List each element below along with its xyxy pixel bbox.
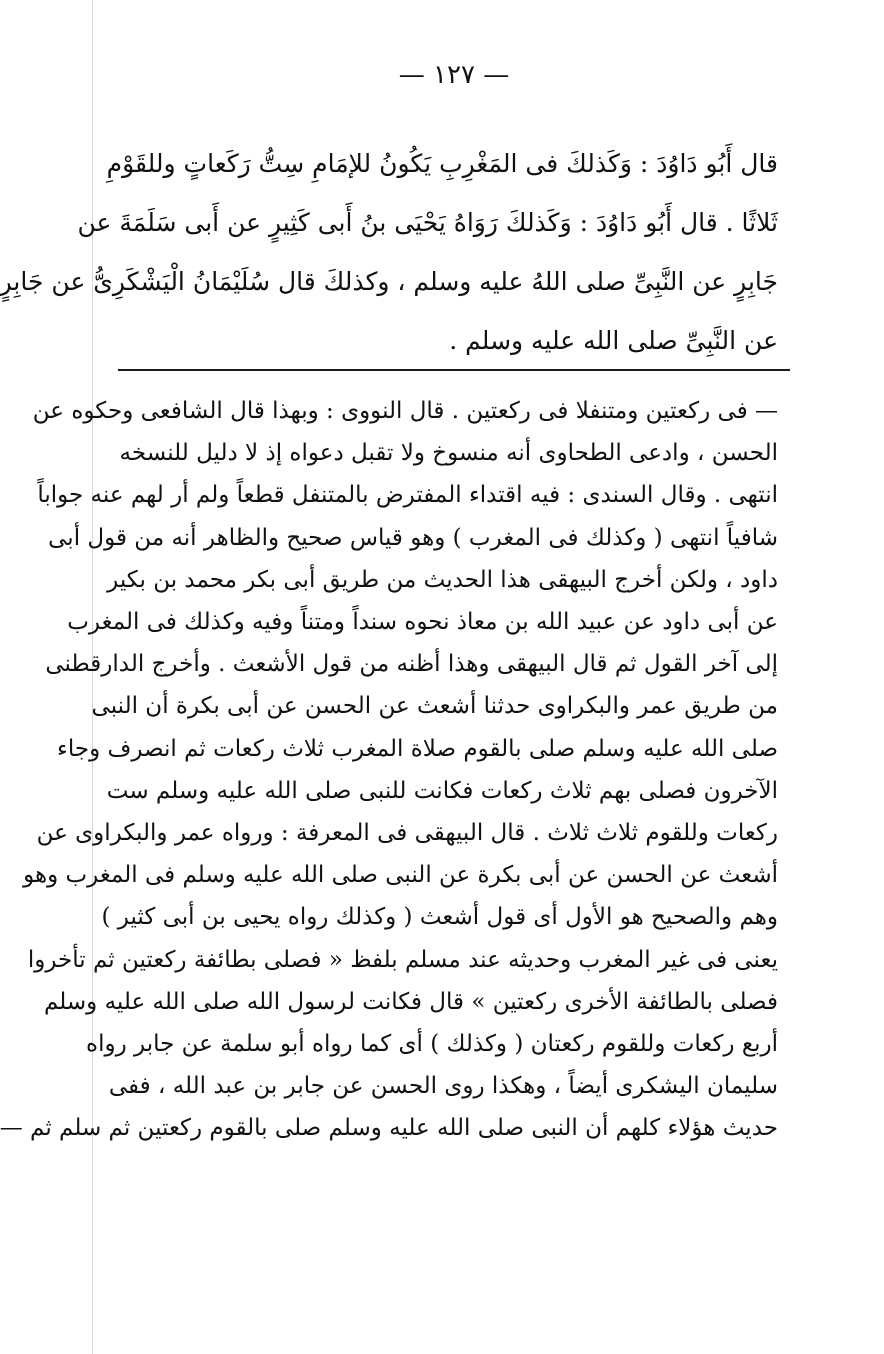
hadith-line: قال أَبُو دَاوُدَ : وَكَذلكَ فى المَغْرِبِ يَكُونُ للإمَامِ سِتُّ رَكَعاتٍ وللقَوْمِ	[106, 149, 778, 178]
hadith-line: ثَلاثًا . قال أَبُو دَاوُدَ : وَكَذلكَ رَوَاهُ يَحْيَى بنُ أَبى كَثِيرٍ عن أَبى سَلَمَةَ عن	[77, 208, 778, 237]
hadith-line: جَابِرٍ عن النَّبِىِّ صلى اللهُ عليه وسلم ، وكذلكَ قال سُلَيْمَانُ الْيَشْكَرِىُّ عن جَابِرٍ	[0, 267, 778, 296]
commentary-line: من طريق عمر والبكراوى حدثنا أشعث عن الحسن عن أبى بكرة أن النبى	[91, 693, 778, 720]
commentary-line: الآخرون فصلى بهم ثلاث ركعات فكانت للنبى صلى الله عليه وسلم ست	[106, 777, 778, 804]
commentary-line: يعنى فى غير المغرب وحديثه عند مسلم بلفظ « فصلى بطائفة ركعتين ثم تأخروا	[27, 946, 778, 973]
commentary-line: شافياً انتهى ( وكذلك فى المغرب ) وهو قياس صحيح والظاهر أنه من قول أبى	[48, 524, 778, 551]
commentary-line: — فى ركعتين ومتنفلا فى ركعتين . قال النووى : وبهذا قال الشافعى وحكوه عن	[32, 398, 778, 424]
commentary-line: فصلى بالطائفة الأخرى ركعتين » قال فكانت لرسول الله صلى الله عليه وسلم	[43, 988, 778, 1015]
commentary-text	[0, 390, 778, 1150]
commentary-line: حديث هؤلاء كلهم أن النبى صلى الله عليه وسلم صلى بالقوم ركعتين ثم سلم ثم —	[0, 1115, 778, 1142]
commentary-line: أشعث عن الحسن عن أبى بكرة عن النبى صلى الله عليه وسلم فى المغرب وهو	[23, 862, 778, 889]
commentary-line: صلى الله عليه وسلم صلى بالقوم صلاة المغرب ثلاث ركعات ثم انصرف وجاء	[57, 735, 778, 762]
commentary-line: داود ، ولكن أخرج البيهقى هذا الحديث من طريق أبى بكر محمد بن بكير	[107, 566, 778, 593]
hadith-line: عن النَّبِىِّ صلى الله عليه وسلم .	[449, 326, 778, 355]
commentary-line: سليمان اليشكرى أيضاً ، وهكذا روى الحسن عن جابر بن عبد الله ، ففى	[108, 1073, 778, 1100]
hadith-text	[0, 134, 778, 370]
commentary-line: أربع ركعات وللقوم ركعتان ( وكذلك ) أى كما رواه أبو سلمة عن جابر رواه	[86, 1031, 778, 1058]
page-number: — ١٢٧ —	[398, 60, 510, 90]
commentary-line: ركعات وللقوم ثلاث ثلاث . قال البيهقى فى المعرفة : ورواه عمر والبكراوى عن	[36, 820, 778, 847]
book-page	[0, 46, 790, 1336]
commentary-line: وهم والصحيح هو الأول أى قول أشعث ( وكذلك رواه يحيى بن أبى كثير )	[101, 904, 778, 931]
commentary-line: إلى آخر القول ثم قال البيهقى وهذا أظنه من قول الأشعث . وأخرج الدارقطنى	[45, 651, 778, 678]
commentary-line: انتهى . وقال السندى : فيه اقتداء المفترض بالمتنفل قطعاً ولم أر لهم عنه جواباً	[37, 482, 778, 509]
commentary-line: الحسن ، وادعى الطحاوى أنه منسوخ ولا تقبل دعواه إذ لا دليل للنسخه	[119, 440, 778, 467]
commentary-line: عن أبى داود عن عبيد الله بن معاذ نحوه سنداً ومتناً وفيه وكذلك فى المغرب	[67, 609, 778, 636]
section-divider	[118, 369, 790, 371]
